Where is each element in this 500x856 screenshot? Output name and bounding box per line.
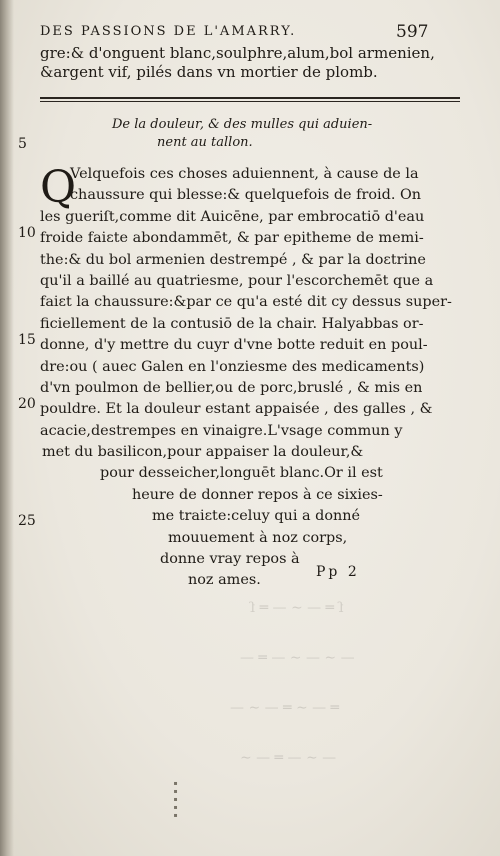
text-line: pouldre. Et la douleur estant appaisée , des galles , & [40, 401, 433, 418]
line-number-10: 10 [18, 225, 36, 241]
drop-capital: Q [40, 162, 77, 213]
text-line: ficiellement de la contusiō de la chair. Halyabbas or- [40, 315, 424, 332]
text-line: pour desseicher,longuēt blanc.Or il est [100, 465, 383, 482]
text-line: donne, d'y mettre du cuyr d'vne botte reduit en poul- [40, 337, 428, 354]
text-line: Velquefois ces choses aduiennent, à cause de la [70, 166, 419, 182]
library-stamp-mark: ▪▪▪▪▪ [172, 780, 179, 820]
text-line: qu'il a baillé au quatriesme, pour l'escorchemēt que a [40, 272, 434, 289]
continuation-line: gre:& d'onguent blanc,soulphre,alum,bol armenien, [40, 44, 435, 62]
text-line: donne vray repos à [160, 551, 300, 568]
show-through-text: — ∽ — ═ — ∽ [240, 750, 337, 766]
line-number-20: 20 [18, 396, 36, 412]
section-rule [40, 97, 460, 99]
text-line: les gueriſt,comme dit Auicēne, par embrocatiō d'eau [40, 208, 425, 225]
page-gutter-shadow [0, 0, 14, 856]
show-through-text: ═ — ∽ ═ — ∽ — [230, 700, 340, 716]
text-line: heure de donner repos à ce sixies- [132, 486, 383, 503]
text-line: chaussure qui blesse:& quelquefois de froid. On [70, 187, 422, 204]
show-through-text: ſ ═ — ∽ — ═ ſ [250, 600, 344, 616]
continuation-line: &argent vif, pilés dans vn mortier de plomb. [40, 63, 378, 81]
section-title-line2: nent au tallon. [157, 135, 253, 150]
text-line: faiɛt la chaussure:&par ce qu'a esté dit cy dessus super- [40, 294, 452, 311]
show-through-text: — ∽ — ∽ — ═ — [240, 650, 355, 666]
line-number-5: 5 [18, 136, 27, 152]
text-line: d'vn poulmon de bellier,ou de porc,bruslé , & mis en [40, 379, 423, 396]
running-title: DES PASSIONS DE L'AMARRY. [40, 24, 297, 39]
section-title [112, 116, 402, 152]
section-rule-lower [40, 101, 460, 102]
signature-mark: Pp 2 [316, 564, 360, 580]
text-line: me traiɛte:celuy qui a donné [152, 508, 361, 525]
line-number-25: 25 [18, 513, 36, 529]
text-line: the:& du bol armenien destrempé , & par la doɛtrine [40, 251, 426, 268]
text-line: acacie,destrempes en vinaigre.L'vsage commun y [40, 422, 403, 439]
section-title-line1: De la douleur, & des mulles qui aduien- [112, 117, 373, 132]
line-number-15: 15 [18, 332, 36, 348]
continuation-text [40, 44, 460, 82]
page-number: 597 [396, 22, 429, 42]
text-line: noz ames. [188, 572, 261, 589]
text-line: dre:ou ( auec Galen en l'onziesme des medicaments) [40, 358, 425, 375]
main-paragraph [40, 164, 458, 592]
text-line: met du basilicon,pour appaiser la douleur,& [42, 444, 364, 461]
text-line: froide faiɛte abondammēt, & par epitheme de memi- [40, 230, 424, 247]
text-line: mouuement à noz corps, [168, 529, 348, 546]
